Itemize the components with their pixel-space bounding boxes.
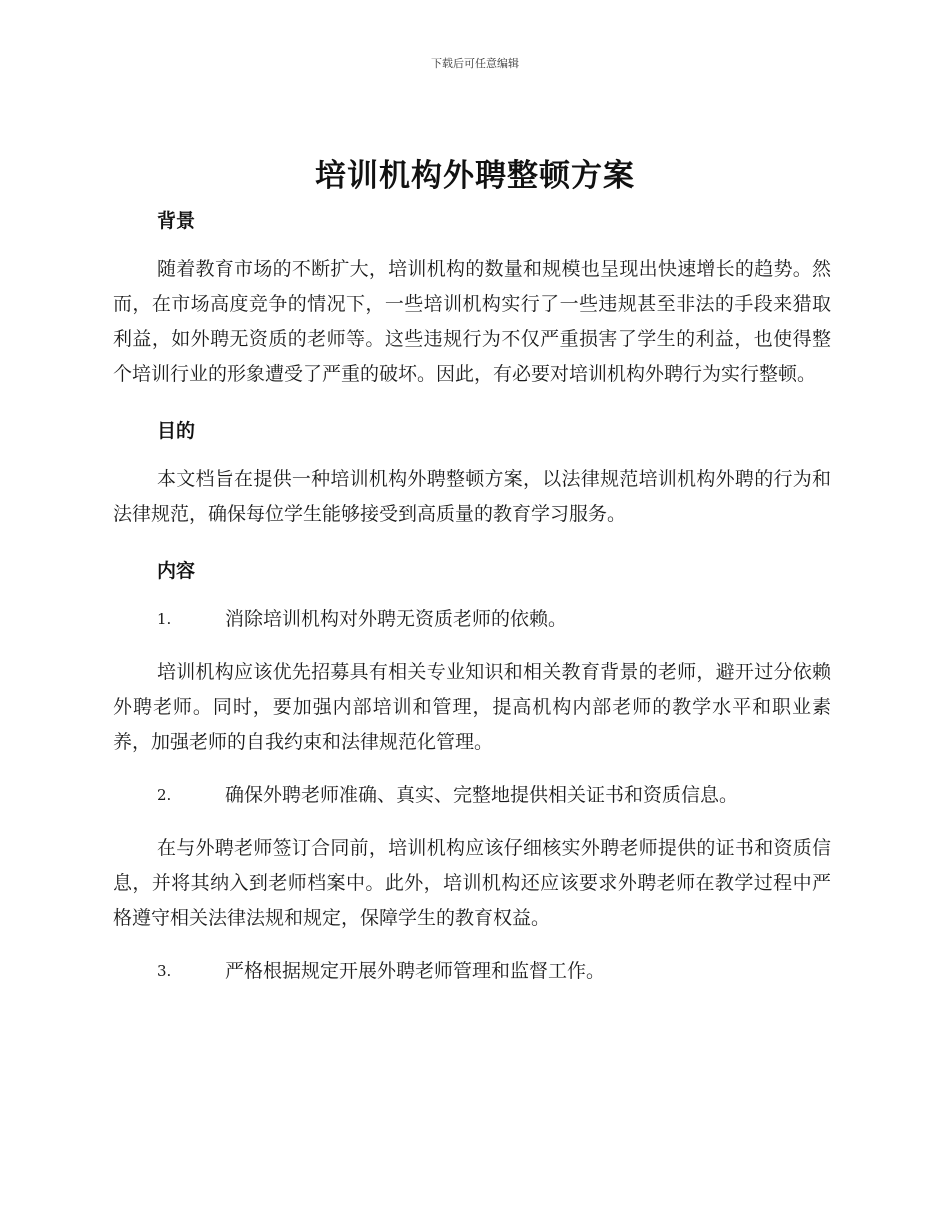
background-paragraph: 随着教育市场的不断扩大，培训机构的数量和规模也呈现出快速增长的趋势。然而，在市场高度竞争的情况下，一些培训机构实行了一些违规甚至非法的手段来猎取利益，如外聘无资质的老师等。这些违规行为不仅严重损害了学生的利益，也使得整个培训行业的形象遭受了严重的破坏。因此，有必要对培训机构外聘行为实行整顿。 [113, 258, 831, 385]
list-item-number: 2. [157, 786, 172, 804]
list-item-title: 严格根据规定开展外聘老师管理和监督工作。 [225, 960, 606, 982]
document-body [113, 200, 831, 989]
list-item-number: 3. [157, 962, 172, 980]
list-item-title: 消除培训机构对外聘无资质老师的依赖。 [225, 608, 568, 630]
header-note: 下载后可任意编辑 [431, 57, 519, 70]
document-title: 培训机构外聘整顿方案 [315, 158, 635, 194]
list-item-paragraph: 培训机构应该优先招募具有相关专业知识和相关教育背景的老师，避开过分依赖外聘老师。同时，要加强内部培训和管理，提高机构内部老师的教学水平和职业素养，加强老师的自我约束和法律规范化管理。 [113, 661, 831, 753]
section-heading-purpose: 目的 [157, 420, 196, 442]
list-item-paragraph: 在与外聘老师签订合同前，培训机构应该仔细核实外聘老师提供的证书和资质信息，并将其纳入到老师档案中。此外，培训机构还应该要求外聘老师在教学过程中严格遵守相关法律法规和规定，保障学生的教育权益。 [113, 837, 831, 929]
section-heading-background: 背景 [157, 210, 196, 232]
list-item [113, 602, 831, 637]
purpose-paragraph: 本文档旨在提供一种培训机构外聘整顿方案，以法律规范培训机构外聘的行为和法律规范，确保每位学生能够接受到高质量的教育学习服务。 [113, 468, 831, 525]
list-item [113, 954, 831, 989]
list-item [113, 778, 831, 813]
list-item-number: 1. [157, 610, 172, 628]
list-item-title: 确保外聘老师准确、真实、完整地提供相关证书和资质信息。 [225, 784, 739, 806]
section-heading-content: 内容 [157, 560, 196, 582]
